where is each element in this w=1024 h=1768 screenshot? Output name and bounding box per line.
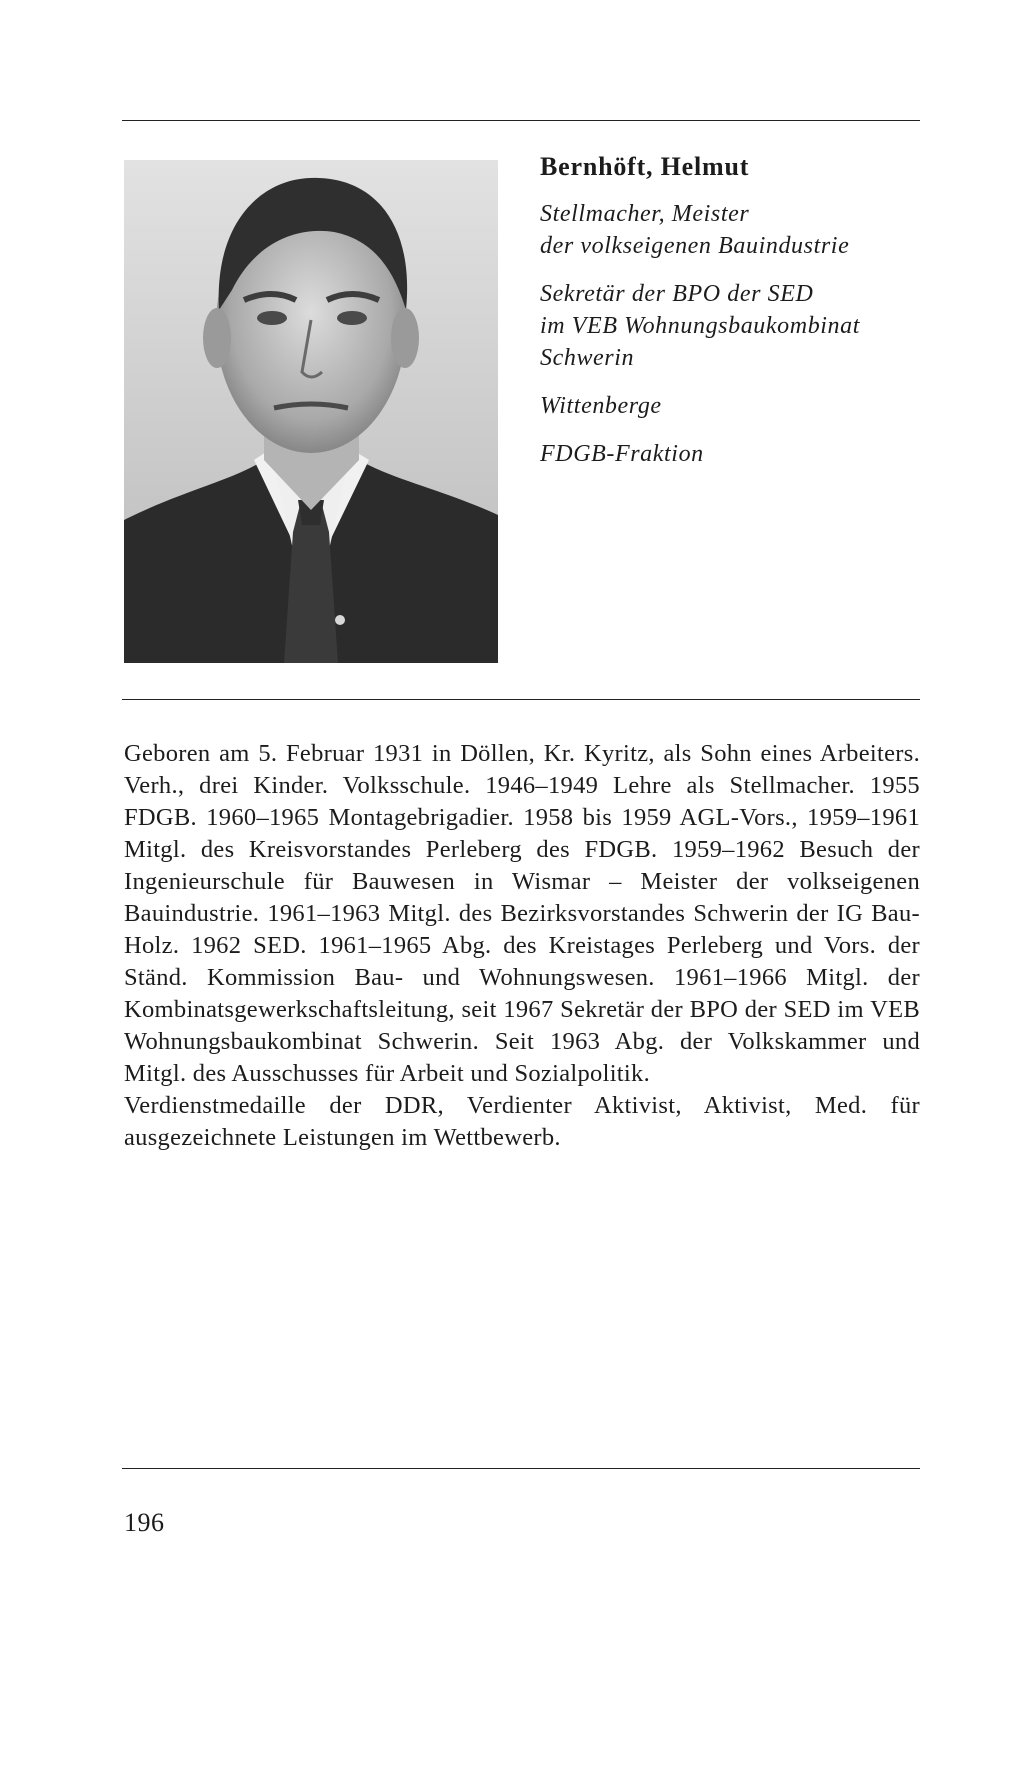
- portrait-photo: [124, 160, 498, 663]
- biography-paragraph: Geboren am 5. Februar 1931 in Döllen, Kr. Kyritz, als Sohn eines Arbeiters. Verh., drei Kinder. Volksschule. 1946–1949 Lehre als Stellmacher. 1955 FDGB. 1960–1965 Montagebrigadier. 1958 bis 1959 AGL-Vors., 1959–1961 Mitgl. des Kreisvorstandes Perleberg des FDGB. 1959–1962 Besuch der Ingenieurschule für Bauwesen in Wismar – Meister der volkseigenen Bauindustrie. 1961–1963 Mitgl. des Bezirksvorstandes Schwerin der IG Bau-Holz. 1962 SED. 1961–1965 Abg. des Kreistages Perleberg und Vors. der Ständ. Kommission Bau- und Wohnungswesen. 1961–1966 Mitgl. der Kombinatsgewerkschaftsleitung, seit 1967 Sekretär der BPO der SED im VEB Wohnungsbaukombinat Schwerin. Seit 1963 Abg. der Volkskammer und Mitgl. des Ausschusses für Arbeit und Sozialpolitik.: [124, 740, 920, 1087]
- awards-paragraph: Verdienstmedaille der DDR, Verdienter Aktivist, Aktivist, Med. für ausgezeichnete Leistungen im Wettbewerb.: [124, 1092, 920, 1151]
- entry-header: [540, 150, 920, 470]
- faction: FDGB-Fraktion: [540, 441, 704, 467]
- occupation-line: der volkseigenen Bauindustrie: [540, 233, 850, 259]
- constituency: Wittenberge: [540, 393, 662, 419]
- person-name: Bernhöft, Helmut: [540, 152, 750, 181]
- position-line: Schwerin: [540, 345, 635, 371]
- position-line: Sekretär der BPO der SED: [540, 281, 814, 307]
- page-number: 196: [124, 1508, 165, 1537]
- biography: [124, 738, 920, 1154]
- occupation-line: Stellmacher, Meister: [540, 201, 750, 227]
- position-line: im VEB Wohnungsbaukombinat: [540, 313, 861, 339]
- middle-rule: [122, 699, 920, 700]
- top-rule: [122, 120, 920, 121]
- bottom-rule: [122, 1468, 920, 1469]
